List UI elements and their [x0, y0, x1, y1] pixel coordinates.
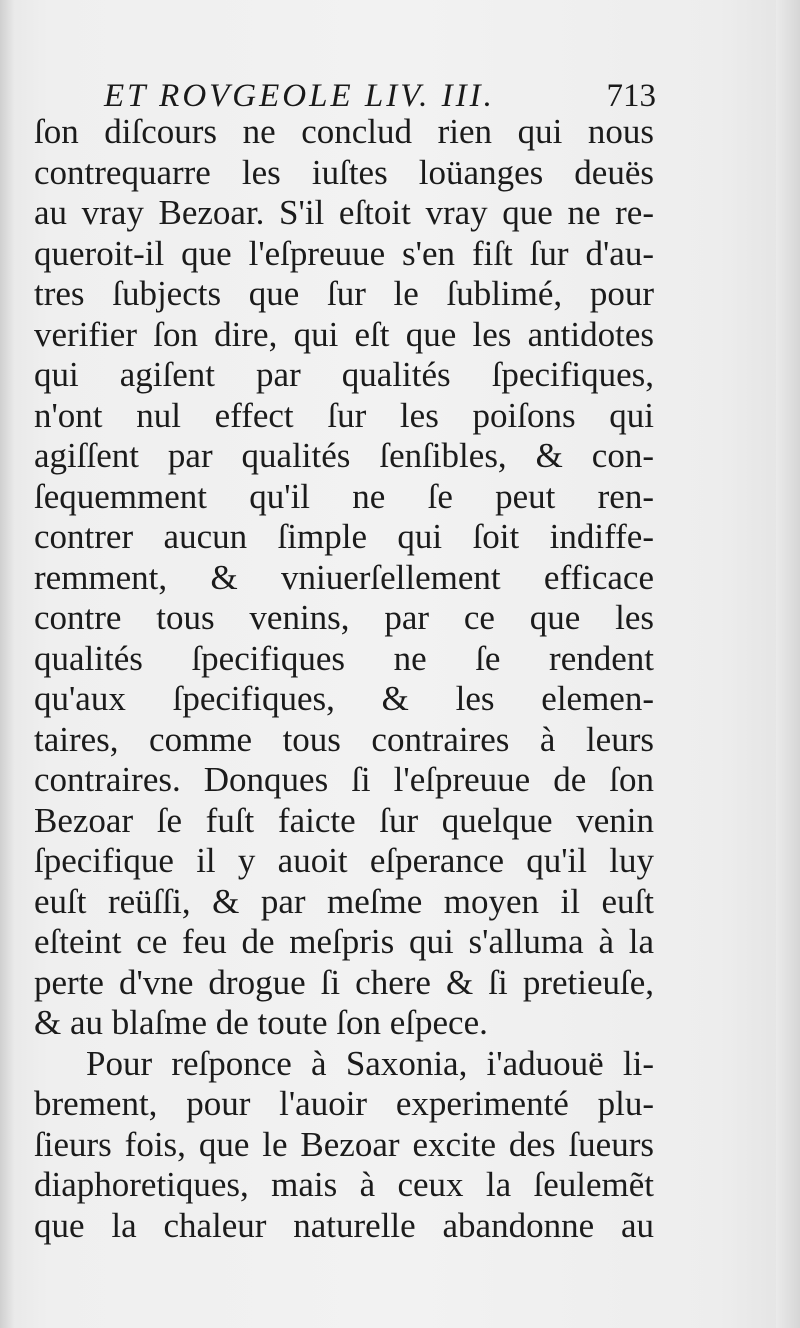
text-line: au vray Bezoar. S'il eſtoit vray que ne re-	[34, 193, 654, 232]
page-number: 713	[606, 78, 656, 114]
running-head: ET ROVGEOLE LIV. III.	[104, 78, 495, 114]
text-line: & au blaſme de toute ſon eſpece.	[34, 1003, 488, 1042]
text-line: remment, & vniuerſellement efficace	[34, 557, 654, 597]
text-line: ſon diſcours ne conclud rien qui nous	[34, 112, 654, 151]
text-line: eſteint ce feu de meſpris qui s'alluma à la	[34, 922, 654, 961]
text-line: contrer aucun ſimple qui ſoit indiffe-	[34, 517, 654, 556]
text-line: Bezoar ſe fuſt faicte ſur quelque venin	[34, 800, 654, 840]
text-line: tres ſubjects que ſur le ſublimé, pour	[34, 274, 654, 313]
text-line: Pour reſponce à Saxonia, i'aduouë li-	[86, 1043, 654, 1083]
text-line: ſieurs fois, que le Bezoar excite des ſueurs	[34, 1124, 654, 1164]
text-line: contrequarre les iuſtes loüanges deuës	[34, 152, 654, 192]
text-line: ſequemment qu'il ne ſe peut ren-	[34, 476, 654, 516]
text-line: contraires. Donques ſi l'eſpreuue de ſon	[34, 760, 654, 799]
text-line: brement, pour l'auoir experimenté plu-	[34, 1084, 654, 1123]
paragraph	[34, 112, 654, 1044]
text-line: diaphoretiques, mais à ceux la ſeulemẽt	[34, 1165, 654, 1204]
text-line: euſt reüſſi, & par meſme moyen il euſt	[34, 881, 654, 921]
text-line: ſpecifique il y auoit eſperance qu'il luy	[34, 841, 654, 880]
page-right-edge-shadow	[776, 0, 800, 1328]
text-line: qualités ſpecifiques ne ſe rendent	[34, 638, 654, 678]
text-line: qui agiſent par qualités ſpecifiques,	[34, 355, 654, 394]
text-line: n'ont nul effect ſur les poiſons qui	[34, 395, 654, 435]
text-line: que la chaleur naturelle abandonne au	[34, 1205, 654, 1245]
body-text	[34, 112, 654, 1246]
text-line: verifier ſon dire, qui eſt que les antidotes	[34, 314, 654, 354]
text-line: perte d'vne drogue ſi chere & ſi pretieuſe,	[34, 962, 654, 1002]
text-line: contre tous venins, par ce que les	[34, 598, 654, 637]
text-line: qu'aux ſpecifiques, & les elemen-	[34, 679, 654, 718]
text-line: agiſſent par qualités ſenſibles, & con-	[34, 436, 654, 475]
paragraph	[34, 1044, 654, 1247]
text-line: queroit-il que l'eſpreuue s'en fiſt ſur d'au-	[34, 233, 654, 273]
text-line: taires, comme tous contraires à leurs	[34, 719, 654, 759]
page-left-edge-shadow	[0, 0, 14, 1328]
